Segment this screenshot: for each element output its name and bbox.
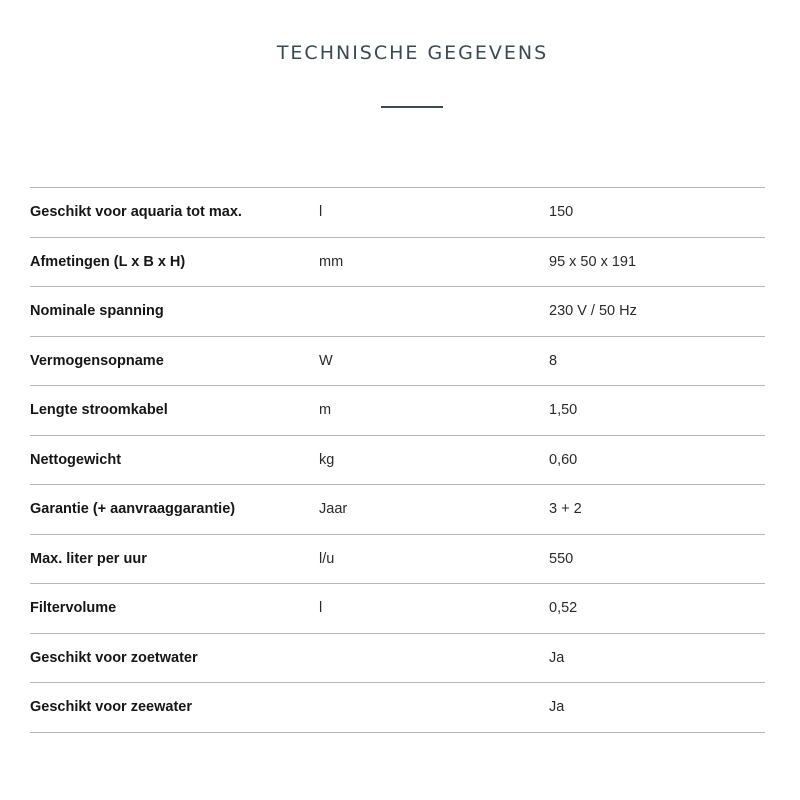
spec-label: Geschikt voor zeewater bbox=[30, 699, 192, 716]
table-row bbox=[30, 287, 765, 337]
table-row bbox=[30, 683, 765, 733]
spec-unit: m bbox=[319, 402, 332, 419]
table-row bbox=[30, 485, 765, 535]
table-row bbox=[30, 584, 765, 634]
spec-unit: l/u bbox=[319, 550, 335, 567]
table-row bbox=[30, 535, 765, 585]
title-underline bbox=[381, 106, 443, 108]
spec-unit: Jaar bbox=[319, 501, 348, 518]
spec-label: Geschikt voor aquaria tot max. bbox=[30, 204, 242, 221]
spec-label: Vermogensopname bbox=[30, 352, 164, 369]
table-row bbox=[30, 436, 765, 486]
spec-value: 150 bbox=[549, 204, 574, 221]
spec-value: 230 V / 50 Hz bbox=[549, 303, 637, 320]
spec-value: 8 bbox=[549, 352, 558, 369]
spec-value: 1,50 bbox=[549, 402, 578, 419]
spec-label: Max. liter per uur bbox=[30, 550, 147, 567]
table-row bbox=[30, 634, 765, 684]
spec-unit: W bbox=[319, 352, 333, 369]
spec-unit: mm bbox=[319, 253, 344, 270]
spec-value: 3 + 2 bbox=[549, 501, 582, 518]
spec-value: 550 bbox=[549, 550, 574, 567]
spec-value: 0,60 bbox=[549, 451, 578, 468]
spec-table bbox=[30, 187, 765, 733]
page-title: TECHNISCHE GEGEVENS bbox=[276, 42, 549, 64]
spec-label: Nettogewicht bbox=[30, 451, 122, 468]
spec-value: Ja bbox=[549, 649, 565, 666]
spec-unit: l bbox=[319, 600, 323, 617]
table-row bbox=[30, 238, 765, 288]
table-row bbox=[30, 386, 765, 436]
spec-label: Geschikt voor zoetwater bbox=[30, 649, 198, 666]
table-row bbox=[30, 337, 765, 387]
spec-label: Nominale spanning bbox=[30, 303, 164, 320]
spec-label: Garantie (+ aanvraaggarantie) bbox=[30, 501, 236, 518]
spec-value: Ja bbox=[549, 699, 565, 716]
table-row bbox=[30, 188, 765, 238]
spec-unit: l bbox=[319, 204, 323, 221]
spec-label: Filtervolume bbox=[30, 600, 117, 617]
spec-value: 0,52 bbox=[549, 600, 578, 617]
spec-unit: kg bbox=[319, 451, 335, 468]
spec-label: Lengte stroomkabel bbox=[30, 402, 168, 419]
spec-value: 95 x 50 x 191 bbox=[549, 253, 637, 270]
spec-label: Afmetingen (L x B x H) bbox=[30, 253, 186, 270]
